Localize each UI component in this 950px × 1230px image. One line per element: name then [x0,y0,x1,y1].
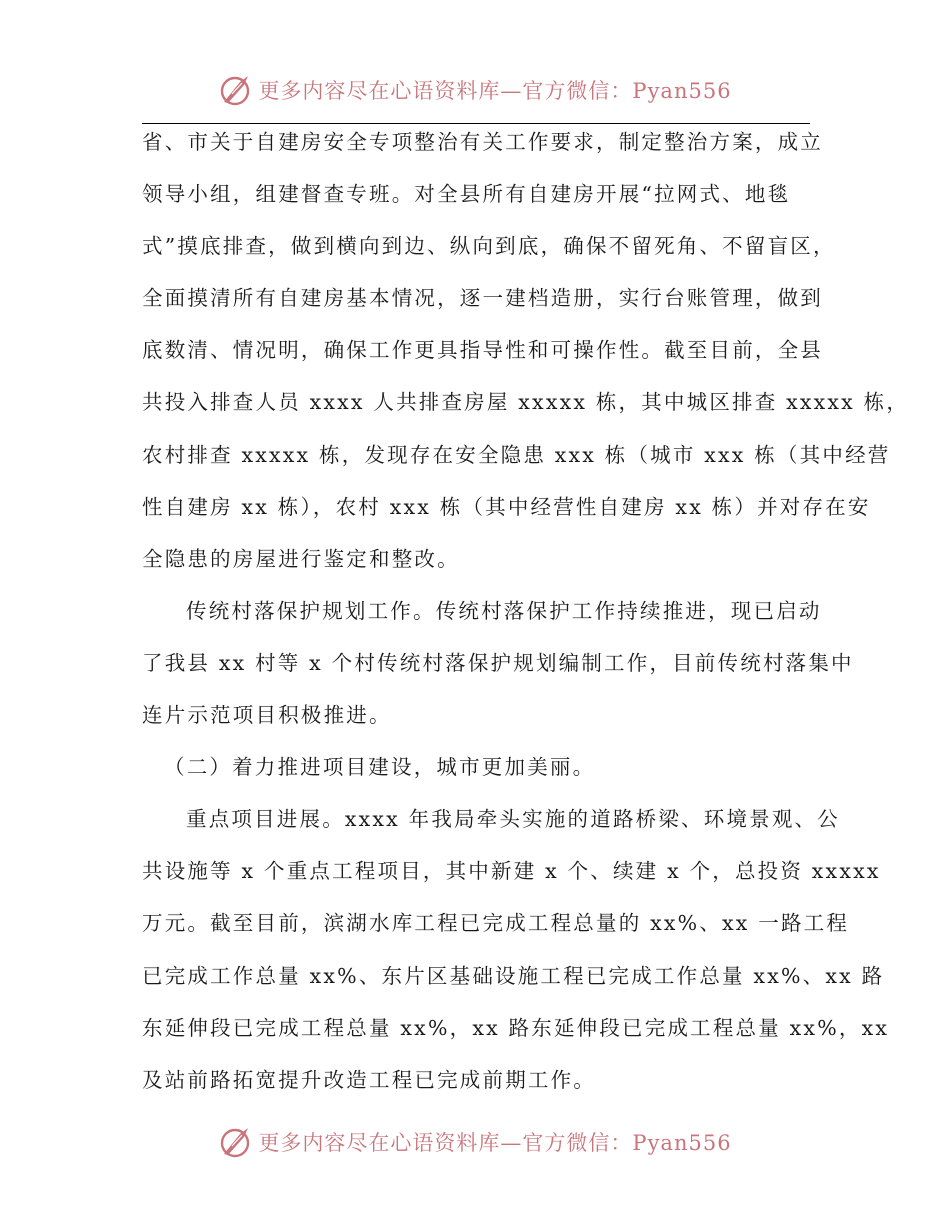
text-line: 共设施等 x 个重点工程项目，其中新建 x 个、续建 x 个，总投资 xxxxx [142,859,881,884]
paragraph-first-line: 重点项目进展。xxxx 年我局牵头实施的道路桥梁、环境景观、公 [186,807,840,832]
text-line: 性自建房 xx 栋），农村 xxx 栋（其中经营性自建房 xx 栋）并对存在安 [142,494,871,519]
pen-quill-logo-icon [218,72,254,108]
text-line: 共投入排查人员 xxxx 人共排查房屋 xxxxx 栋，其中城区排查 xxxxx 栋， [142,390,910,415]
text-line: 万元。截至目前，滨湖水库工程已完成工程总量的 xx%、xx 一路工程 [142,911,850,936]
footer-banner-text: 更多内容尽在心语资料库—官方微信：Pyan556 [258,1131,732,1155]
header-banner [0,70,950,110]
text-line: 及站前路拓宽提升改造工程已完成前期工作。 [142,1067,596,1092]
text-line: 底数清、情况明，确保工作更具指导性和可操作性。截至目前，全县 [142,338,823,363]
footer-banner [0,1122,950,1162]
text-line: 省、市关于自建房安全专项整治有关工作要求，制定整治方案，成立 [142,130,823,154]
text-line: 领导小组，组建督查专班。对全县所有自建房开展“拉网式、地毯 [142,182,791,207]
text-line: 式”摸底排查，做到横向到边、纵向到底，确保不留死角、不留盲区， [142,234,836,259]
section-heading: （二）着力推进项目建设，城市更加美丽。 [164,755,596,780]
text-line: 已完成工作总量 xx%、东片区基础设施工程已完成工作总量 xx%、xx 路 [142,963,885,988]
text-line: 全面摸清所有自建房基本情况，逐一建档造册，实行台账管理，做到 [142,286,823,311]
header-banner-text: 更多内容尽在心语资料库—官方微信：Pyan556 [258,79,732,103]
pen-quill-logo-icon [218,1124,254,1160]
text-line: 全隐患的房屋进行鉴定和整改。 [142,546,460,571]
document-body [142,122,910,1112]
text-line: 连片示范项目积极推进。 [142,703,392,728]
text-line: 东延伸段已完成工程总量 xx%，xx 路东延伸段已完成工程总量 xx%，xx [142,1015,890,1040]
paragraph-first-line: 传统村落保护规划工作。传统村落保护工作持续推进，现已启动 [186,598,822,623]
text-line: 了我县 xx 村等 x 个村传统村落保护规划编制工作，目前传统村落集中 [142,650,854,675]
text-line: 农村排查 xxxxx 栋，发现存在安全隐患 xxx 栋（城市 xxx 栋（其中经营 [142,442,891,467]
